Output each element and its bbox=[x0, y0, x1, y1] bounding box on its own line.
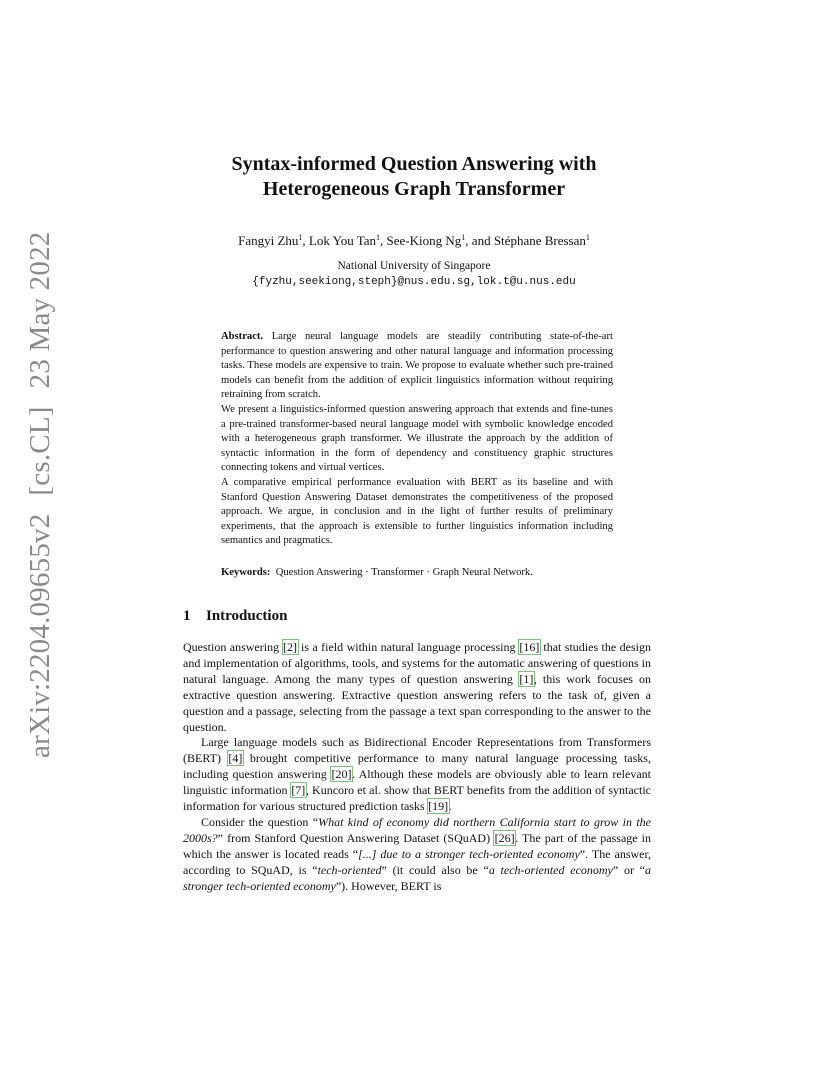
text-run: ”. The answer, according to SQuAD, is “ bbox=[183, 846, 652, 877]
text-run: ” (it could also be “ bbox=[381, 862, 489, 877]
body-paragraph bbox=[183, 735, 651, 815]
arxiv-side-stamp bbox=[22, 231, 58, 758]
author-emails: {fyzhu,seekiong,steph}@nus.edu.sg,lok.t@u.nus.edu bbox=[252, 276, 576, 288]
introduction-body bbox=[183, 640, 651, 895]
citation-link[interactable]: [16] bbox=[519, 640, 540, 654]
affiliation: National University of Singapore bbox=[337, 260, 491, 272]
citation-link[interactable]: [4] bbox=[228, 751, 243, 766]
text-run: that studies the design and implementation of algorithms, tools, and systems for the automatic answering of questions in natural language. Among the many types of question answering bbox=[183, 640, 651, 686]
citation-link[interactable]: [1] bbox=[519, 671, 534, 686]
keywords-text: Question Answering · Transformer · Graph Neural Network. bbox=[275, 567, 533, 578]
section-title: Introduction bbox=[206, 608, 288, 624]
author-affil-mark: 1 bbox=[376, 233, 381, 242]
text-run: , Kuncoro et al. show that BERT benefits from the addition of syntactic information for various structured prediction tasks bbox=[183, 783, 651, 814]
title-line-1: Syntax-informed Question Answering with bbox=[231, 153, 597, 175]
keywords bbox=[221, 566, 613, 581]
text-run: . The part of the passage in which the answer is located reads “ bbox=[183, 830, 652, 861]
body-paragraph bbox=[183, 640, 651, 735]
abstract-paragraph bbox=[221, 330, 613, 403]
citation-link[interactable]: [26] bbox=[494, 830, 515, 845]
author-separator: , bbox=[302, 233, 309, 248]
text-run: is a field within natural language processing bbox=[297, 640, 519, 654]
abstract-paragraph: We present a linguistics-informed question answering approach that extends and fine-tunes a pre-trained transformer-based neural language model with symbolic knowledge encoded with a heterogeneous graph transformer. We illustrate the approach by the addition of syntactic information in the form of dependency and constituency graphic structures connecting tokens and virtual vertices. bbox=[221, 403, 613, 474]
text-run: , this work focuses on extractive question answering. Extractive question answering refers to the task of, given a question and a passage, selecting from the passage a text span corresponding to the answer to the question. bbox=[183, 671, 651, 734]
abstract-paragraph: A comparative empirical performance evaluation with BERT as its baseline and with Stanford Question Answering Dataset demonstrates the competitiveness of the proposed approach. We argue, in conclusion and in the light of further results of preliminary experiments, that the approach is extensible to further linguistics information including semantics and pragmatics. bbox=[221, 476, 613, 547]
text-run: ”). However, BERT is bbox=[335, 878, 442, 893]
quoted-passage: [...] due to a stronger tech-oriented economy bbox=[358, 846, 580, 861]
author-name: Fangyi Zhu bbox=[238, 233, 299, 248]
abstract-text: Large neural language models are steadily contributing state-of-the-art performance to question answering and other natural language and information processing tasks. These models are expensive to train. We propose to evaluate whether such pre-trained models can benefit from the addition of explicit linguistics information without requiring retraining from scratch. bbox=[221, 331, 613, 401]
keywords-label: Keywords: bbox=[221, 567, 271, 578]
author-affil-mark: 1 bbox=[298, 233, 303, 242]
text-run: . Although these models are obviously able to learn relevant linguistic information bbox=[183, 767, 651, 798]
text-run: Question answering bbox=[183, 640, 283, 654]
text-run: ” from Stanford Question Answering Dataset (SQuAD) bbox=[217, 830, 495, 845]
quoted-answer: a stronger tech-oriented economy bbox=[183, 862, 651, 893]
citation-link[interactable]: [19] bbox=[428, 799, 449, 814]
abstract bbox=[221, 330, 613, 549]
citation-link[interactable]: [7] bbox=[291, 783, 306, 798]
paper-title bbox=[150, 152, 678, 202]
quoted-answer: tech-oriented bbox=[317, 862, 382, 877]
body-paragraph bbox=[183, 815, 651, 895]
text-run: ” or “ bbox=[612, 862, 645, 877]
author-separator: , and bbox=[465, 233, 494, 248]
author-separator: , bbox=[380, 233, 387, 248]
text-run: brought competitive performance to many natural language processing tasks, including question answering bbox=[183, 751, 651, 782]
author-affil-mark: 1 bbox=[585, 233, 590, 242]
section-number: 1 bbox=[183, 608, 191, 624]
author-affil-mark: 1 bbox=[461, 233, 466, 242]
quoted-question: What kind of economy did northern California start to grow in the 2000s? bbox=[183, 814, 651, 845]
citation-link[interactable]: [20] bbox=[331, 767, 352, 782]
arxiv-date: 23 May 2022 bbox=[24, 231, 56, 389]
author-list bbox=[150, 229, 678, 250]
arxiv-id: arXiv:2204.09655v2 bbox=[24, 513, 56, 758]
title-line-2: Heterogeneous Graph Transformer bbox=[262, 178, 566, 200]
text-run: Large language models such as Bidirectional Encoder Representations from Transformers (BERT) bbox=[183, 735, 651, 766]
section-heading-introduction bbox=[183, 606, 287, 626]
author-name: Lok You Tan bbox=[308, 233, 377, 248]
text-run: Consider the question “ bbox=[201, 814, 319, 829]
citation-link[interactable]: [2] bbox=[283, 640, 298, 654]
arxiv-category: [cs.CL] bbox=[24, 406, 56, 496]
author-name: See-Kiong Ng bbox=[386, 233, 462, 248]
abstract-label: Abstract. bbox=[221, 331, 264, 342]
text-run: . bbox=[448, 799, 452, 814]
author-name: Stéphane Bressan bbox=[493, 233, 586, 248]
quoted-answer: a tech-oriented economy bbox=[488, 862, 613, 877]
